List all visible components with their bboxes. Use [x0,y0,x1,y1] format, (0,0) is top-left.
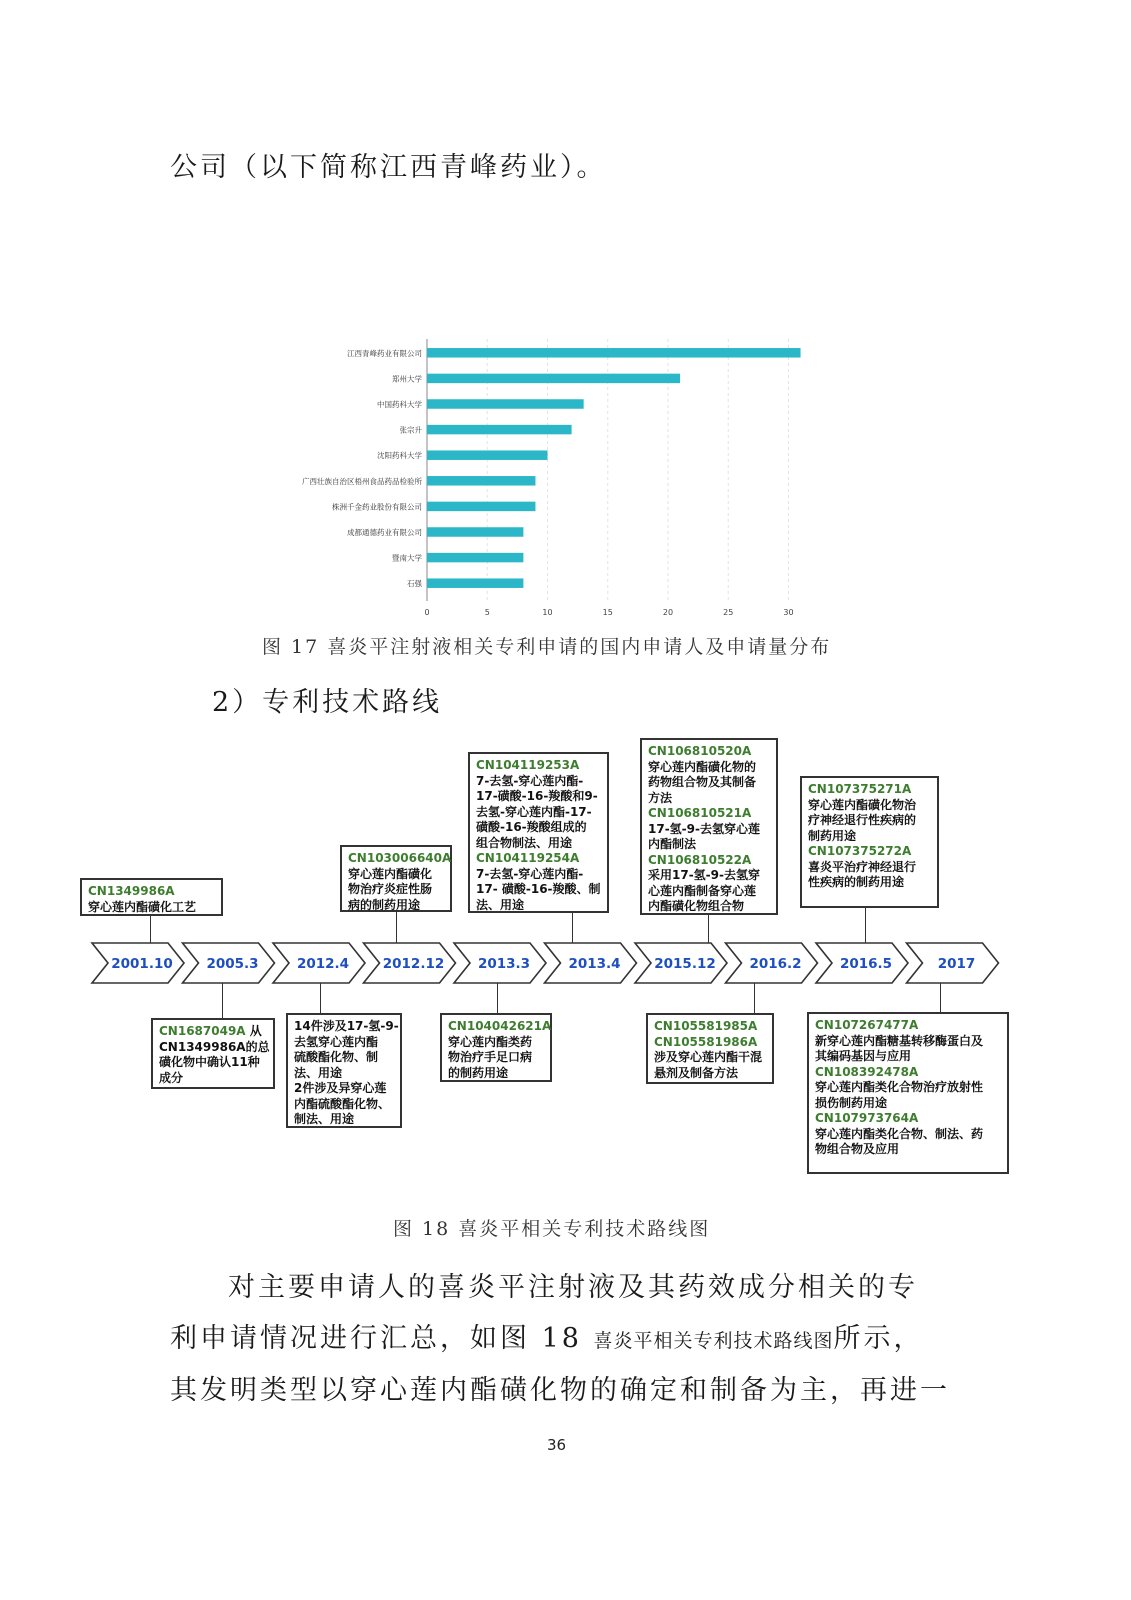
bar [427,399,584,409]
patent-box-bottom [646,1013,774,1084]
patent-description: 磺酸-16-羧酸组成的 [476,820,587,834]
bar-chart [300,335,820,620]
patent-box-top [800,776,939,908]
timeline-date: 2016.2 [749,956,802,972]
x-tick-label: 0 [424,608,430,617]
patent-description: 内酯制法 [648,837,697,851]
patent-box-top [340,845,452,912]
intro-text: 公司（以下简称江西青峰药业）。 [170,152,607,183]
timeline-date: 2013.4 [568,956,621,972]
patent-description: 心莲内酯制备穿心莲 [648,883,757,898]
patent-description: 硫酸酯化物、制 [294,1050,379,1064]
patent-number: CN108392478A [815,1064,919,1079]
patent-number: CN106810521A [648,806,752,820]
bar [427,425,572,435]
patent-description: 去氢-穿心莲内酯-17- [476,804,592,819]
patent-description: 物治疗炎症性肠 [348,882,433,896]
patent-description: 其编码基因与应用 [815,1049,912,1063]
paragraph-line-2 [170,1316,924,1355]
patent-number: CN107375272A [808,844,912,858]
patent-number: CN105581985A [654,1019,758,1033]
patent-description: CN1349986A的总 [159,1039,270,1054]
patent-description: 新穿心莲内酯糖基转移酶蛋白及 [815,1033,984,1048]
figure-18-reference: 喜炎平相关专利技术路线图 [593,1330,834,1352]
timeline-date: 2001.10 [111,956,173,972]
patent-description: 物组合物及应用 [815,1142,900,1156]
patent-description: 穿心莲内酯类化合物治疗放射性 [815,1080,984,1094]
patent-description: 物治疗手足口病 [448,1050,533,1064]
bar [427,527,523,537]
patent-box-bottom [440,1013,552,1082]
x-tick-label: 20 [662,608,674,617]
page-number: 36 [547,1436,567,1454]
timeline-date: 2017 [937,956,976,972]
patent-description: 法、用途 [476,897,525,912]
paragraph-line-2-c: 所示， [833,1323,924,1354]
y-category-label: 石强 [407,579,422,589]
patent-description: 病的制药用途 [348,897,421,912]
paragraph-line-2-a: 利申请情况进行汇总，如图 18 [170,1323,594,1354]
patent-description: 损伤制药用途 [815,1095,888,1110]
patent-description: 性疾病的制药用途 [808,875,905,889]
patent-number: CN1687049A 从 [159,1024,262,1038]
y-category-label: 中国药科大学 [377,400,422,409]
patent-description: 成分 [159,1070,184,1085]
patent-number: CN105581986A [654,1034,758,1049]
patent-description: 穿心莲内酯类药 [448,1034,533,1049]
patent-number: CN103006640A [348,851,452,865]
bar [427,374,680,384]
patent-number: CN106810520A [648,744,752,758]
patent-box-bottom [807,1012,1009,1174]
patent-description: 法、用途 [294,1065,343,1080]
patent-description: 17- 磺酸-16-羧酸、制 [476,882,601,896]
patent-description: 磺化物中确认11种 [159,1055,260,1069]
y-category-label: 郑州大学 [392,374,422,384]
patent-description: 穿心莲内酯磺化工艺 [88,899,197,914]
patent-description: 14件涉及17-氢-9- [294,1019,399,1033]
patent-description: 疗神经退行性疾病的 [808,813,917,827]
x-tick-label: 30 [783,608,794,617]
figure-17-caption: 图 17 喜炎平注射液相关专利申请的国内申请人及申请量分布 [262,636,832,658]
figure-18-caption: 图 18 喜炎平相关专利技术路线图 [393,1218,711,1240]
patent-number: CN104119253A [476,758,580,772]
y-category-label: 株洲千金药业股份有限公司 [332,502,422,512]
patent-description: 穿心莲内酯磺化物的 [648,759,757,774]
timeline-arrow-row [90,940,1015,990]
patent-number: CN106810522A [648,852,752,867]
patent-description: 穿心莲内酯类化合物、制法、药 [815,1126,984,1141]
y-category-label: 广西壮族自治区梧州食品药品检验所 [302,476,422,486]
timeline-date: 2015.12 [654,956,716,972]
patent-description: 制法、用途 [294,1112,355,1126]
paragraph-line-1: 对主要申请人的喜炎平注射液及其药效成分相关的专 [228,1272,918,1303]
patent-description: 方法 [648,790,673,805]
bar [427,476,535,486]
patent-description: 内酯磺化物组合物 [648,899,745,913]
section-heading: 2）专利技术路线 [212,687,443,718]
x-tick-label: 25 [723,608,734,617]
y-category-label: 暨南大学 [392,553,422,563]
timeline-date: 2016.5 [839,956,893,972]
patent-number: CN104042621A [448,1019,552,1033]
patent-description: 的制药用途 [448,1065,509,1080]
patent-box-top [468,752,609,913]
patent-box-top [640,738,778,915]
patent-description: 采用17-氢-9-去氢穿 [648,868,760,882]
bar [427,450,548,460]
bar [427,502,535,512]
patent-number: CN104119254A [476,851,580,865]
y-category-label: 江西青峰药业有限公司 [347,348,422,358]
bar [427,348,801,358]
x-tick-label: 10 [542,608,553,617]
x-tick-label: 15 [602,608,613,617]
timeline-connector [396,912,397,943]
timeline-connector [150,916,151,943]
patent-number: CN107267477A [815,1018,919,1032]
patent-description: 去氢穿心莲内酯 [294,1034,379,1049]
timeline-connector [865,908,866,943]
patent-description: 药物组合物及其制备 [648,775,757,789]
patent-description: 悬剂及制备方法 [654,1065,739,1080]
patent-number: CN107375271A [808,782,912,796]
y-category-label: 成都通德药业有限公司 [347,528,422,537]
patent-box-bottom [151,1018,275,1089]
timeline-connector [708,915,709,943]
patent-description: 制药用途 [808,828,857,843]
patent-number: CN1349986A [88,884,175,898]
patent-box-top [80,878,223,916]
patent-description: 穿心莲内酯磺化 [348,866,433,881]
patent-description: 7-去氢-穿心莲内酯- [476,866,584,881]
timeline-date: 2005.3 [206,956,259,972]
bar [427,553,523,563]
patent-box-bottom [286,1013,402,1128]
timeline-date: 2013.3 [477,956,531,972]
timeline-date: 2012.12 [382,956,445,972]
patent-description: 穿心莲内酯磺化物治 [808,797,917,812]
patent-description: 17-氢-9-去氢穿心莲 [648,821,760,836]
bar [427,578,523,588]
patent-description: 17-磺酸-16-羧酸和9- [476,789,598,803]
patent-description: 喜炎平治疗神经退行 [808,859,917,874]
paragraph-line-3: 其发明类型以穿心莲内酯磺化物的确定和制备为主，再进一 [170,1375,950,1406]
x-tick-label: 5 [484,608,490,617]
timeline-date: 2012.4 [296,956,350,972]
y-category-label: 张宗升 [399,425,422,435]
patent-description: 涉及穿心莲内酯干混 [654,1050,763,1064]
patent-number: CN107973764A [815,1111,919,1125]
y-category-label: 沈阳药科大学 [377,451,422,461]
patent-description: 内酯硫酸酯化物、 [294,1096,391,1111]
patent-description: 组合物制法、用途 [476,835,573,850]
patent-description: 2件涉及异穿心莲 [294,1081,387,1095]
patent-description: 7-去氢-穿心莲内酯- [476,773,584,788]
timeline-connector [572,913,573,943]
